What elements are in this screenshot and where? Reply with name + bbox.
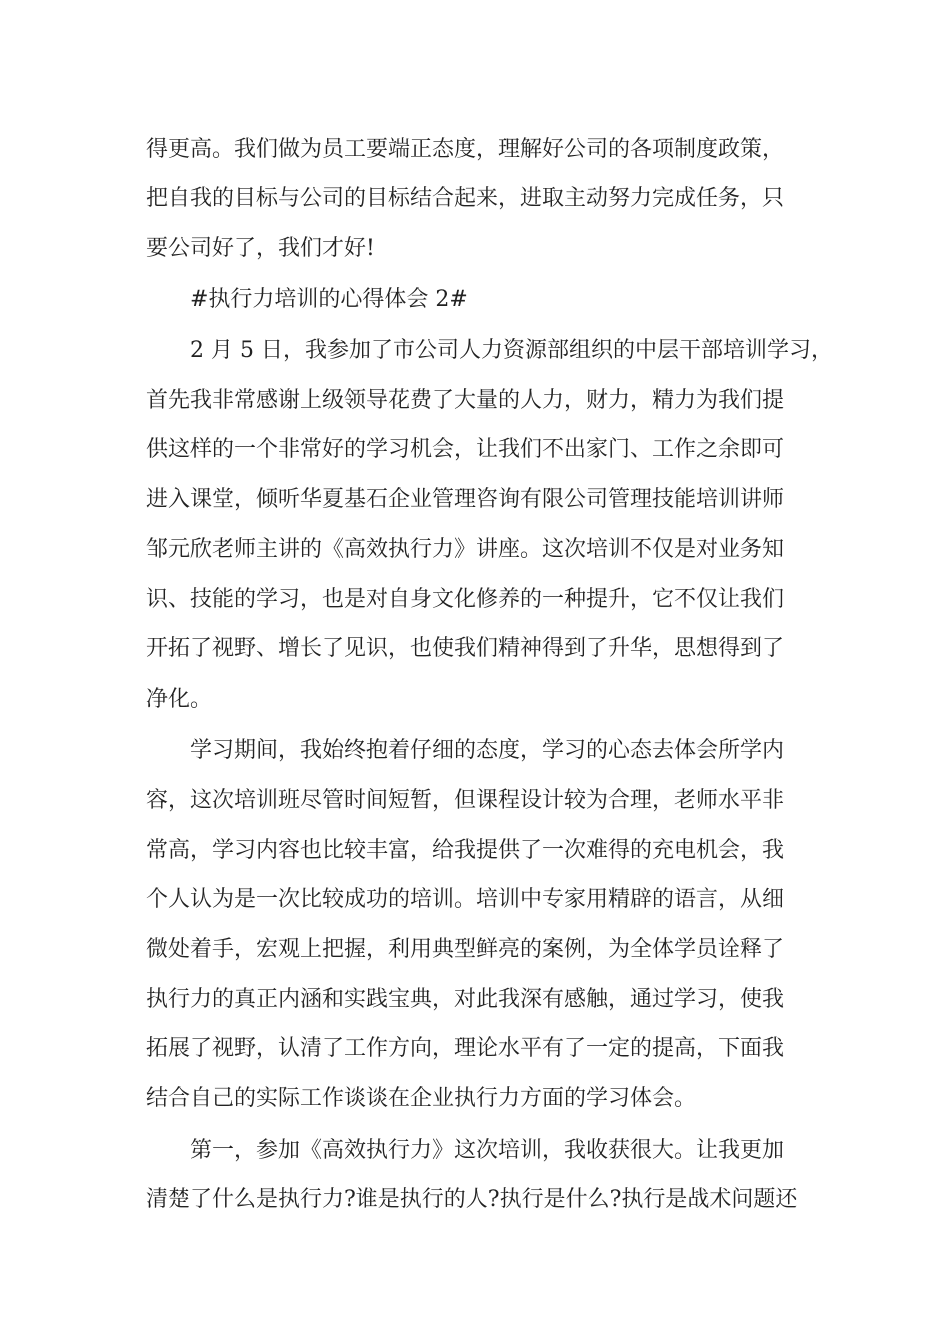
text-line: 常高，学习内容也比较丰富，给我提供了一次难得的充电机会，我 [146,838,785,863]
text-line: 个人认为是一次比较成功的培训。培训中专家用精辟的语言，从细 [146,887,785,912]
text-line: 容，这次培训班尽管时间短暂，但课程设计较为合理，老师水平非 [146,788,785,813]
text-line: 拓展了视野，认清了工作方向，理论水平有了一定的提高，下面我 [146,1036,785,1061]
section-heading: #执行力培训的心得体会 2# [190,287,468,312]
text-line: 把自我的目标与公司的目标结合起来，进取主动努力完成任务，只 [146,186,785,211]
text-line: 结合自己的实际工作谈谈在企业执行力方面的学习体会。 [146,1086,697,1111]
text-line: 2 月 5 日，我参加了市公司人力资源部组织的中层干部培训学习， [190,338,833,363]
text-line: 供这样的一个非常好的学习机会，让我们不出家门、工作之余即可 [146,437,785,462]
text-line: 微处着手，宏观上把握，利用典型鲜亮的案例，为全体学员诠释了 [146,937,785,962]
text-line: 首先我非常感谢上级领导花费了大量的人力，财力，精力为我们提 [146,388,785,413]
text-line: 清楚了什么是执行力?谁是执行的人?执行是什么?执行是战术问题还 [146,1187,798,1212]
text-line: 开拓了视野、增长了见识，也使我们精神得到了升华，思想得到了 [146,636,785,661]
text-line: 学习期间，我始终抱着仔细的态度，学习的心态去体会所学内 [190,738,785,763]
text-line: 得更高。我们做为员工要端正态度，理解好公司的各项制度政策， [146,137,785,162]
text-line: 邹元欣老师主讲的《高效执行力》讲座。这次培训不仅是对业务知 [146,537,785,562]
text-line: 净化。 [146,687,213,712]
text-line: 识、技能的学习，也是对自身文化修养的一种提升，它不仅让我们 [146,587,785,612]
text-line: 要公司好了，我们才好! [146,236,375,261]
text-line: 第一，参加《高效执行力》这次培训，我收获很大。让我更加 [190,1138,785,1163]
text-line: 执行力的真正内涵和实践宝典，对此我深有感触，通过学习，使我 [146,987,785,1012]
text-line: 进入课堂，倾听华夏基石企业管理咨询有限公司管理技能培训讲师 [146,487,785,512]
